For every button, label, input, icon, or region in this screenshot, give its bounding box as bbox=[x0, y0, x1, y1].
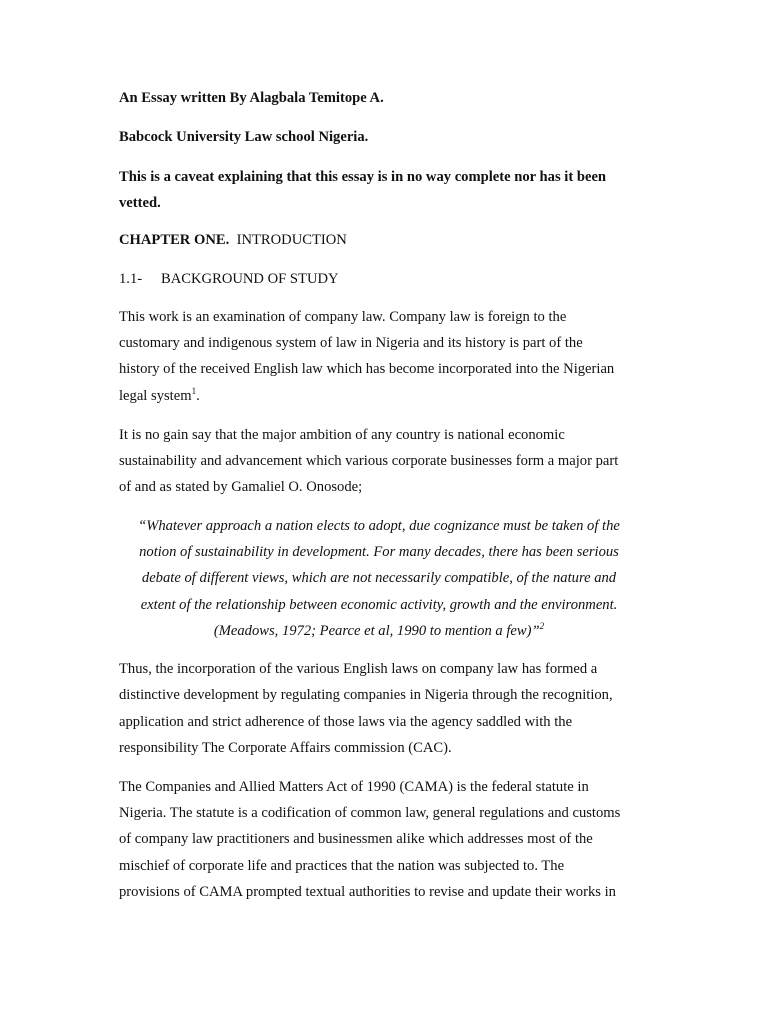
school-line: Babcock University Law school Nigeria. bbox=[119, 129, 369, 145]
section-title: BACKGROUND OF STUDY bbox=[161, 271, 339, 287]
paragraph3-line-4: responsibility The Corporate Affairs commission (CAC). bbox=[119, 740, 452, 756]
footnote-marker-1: 1 bbox=[191, 386, 197, 397]
paragraph3-line-2: distinctive development by regulating companies in Nigeria through the recognition, bbox=[119, 687, 613, 703]
footnote-marker-2: 2 bbox=[539, 621, 545, 632]
section-heading bbox=[119, 270, 339, 288]
paragraph4-line-3: of company law practitioners and businessmen alike which addresses most of the bbox=[119, 831, 593, 847]
quote-citation: (Meadows, 1972; Pearce et al, 1990 to mention a few)” bbox=[213, 623, 540, 639]
quote-line-1: “Whatever approach a nation elects to adopt, due cognizance must be taken of the bbox=[138, 518, 620, 534]
paragraph2-line-1: It is no gain say that the major ambition of any country is national economic bbox=[119, 427, 565, 443]
quote-line-5 bbox=[119, 622, 639, 640]
paragraph2-line-2: sustainability and advancement which various corporate businesses form a major part bbox=[119, 453, 619, 469]
paragraph4-line-1: The Companies and Allied Matters Act of 1990 (CAMA) is the federal statute in bbox=[119, 779, 589, 795]
section-number: 1.1- bbox=[119, 271, 143, 287]
quote-line-4: extent of the relationship between economic activity, growth and the environment. bbox=[140, 597, 618, 613]
chapter-label: CHAPTER ONE. bbox=[119, 232, 230, 248]
quote-line-2: notion of sustainability in development. For many decades, there has been serious bbox=[139, 544, 619, 560]
paragraph4-line-4: mischief of corporate life and practices that the nation was subjected to. The bbox=[119, 858, 565, 874]
paragraph4-line-5: provisions of CAMA prompted textual authorities to revise and update their works in bbox=[119, 884, 616, 900]
paragraph3-line-1: Thus, the incorporation of the various English laws on company law has formed a bbox=[119, 661, 598, 677]
document-page bbox=[119, 0, 639, 1024]
paragraph1-line-1: This work is an examination of company law. Company law is foreign to the bbox=[119, 309, 567, 325]
chapter-heading bbox=[119, 231, 347, 249]
paragraph1-line-2: customary and indigenous system of law in Nigeria and its history is part of the bbox=[119, 335, 583, 351]
paragraph4-line-2: Nigeria. The statute is a codification of common law, general regulations and customs bbox=[119, 805, 621, 821]
caveat-line-1: This is a caveat explaining that this essay is in no way complete nor has it been bbox=[119, 169, 607, 185]
author-line: An Essay written By Alagbala Temitope A. bbox=[119, 90, 384, 106]
paragraph1-line-4-text: legal system bbox=[119, 388, 192, 404]
chapter-title: INTRODUCTION bbox=[236, 232, 347, 248]
caveat-line-2: vetted. bbox=[119, 195, 161, 211]
paragraph1-line-4 bbox=[119, 387, 200, 405]
paragraph1-line-3: history of the received English law which has become incorporated into the Nigerian bbox=[119, 361, 615, 377]
paragraph3-line-3: application and strict adherence of those laws via the agency saddled with the bbox=[119, 714, 573, 730]
paragraph2-line-3: of and as stated by Gamaliel O. Onosode; bbox=[119, 479, 363, 495]
quote-line-3: debate of different views, which are not necessarily compatible, of the nature and bbox=[141, 570, 617, 586]
paragraph1-end: . bbox=[196, 388, 200, 404]
